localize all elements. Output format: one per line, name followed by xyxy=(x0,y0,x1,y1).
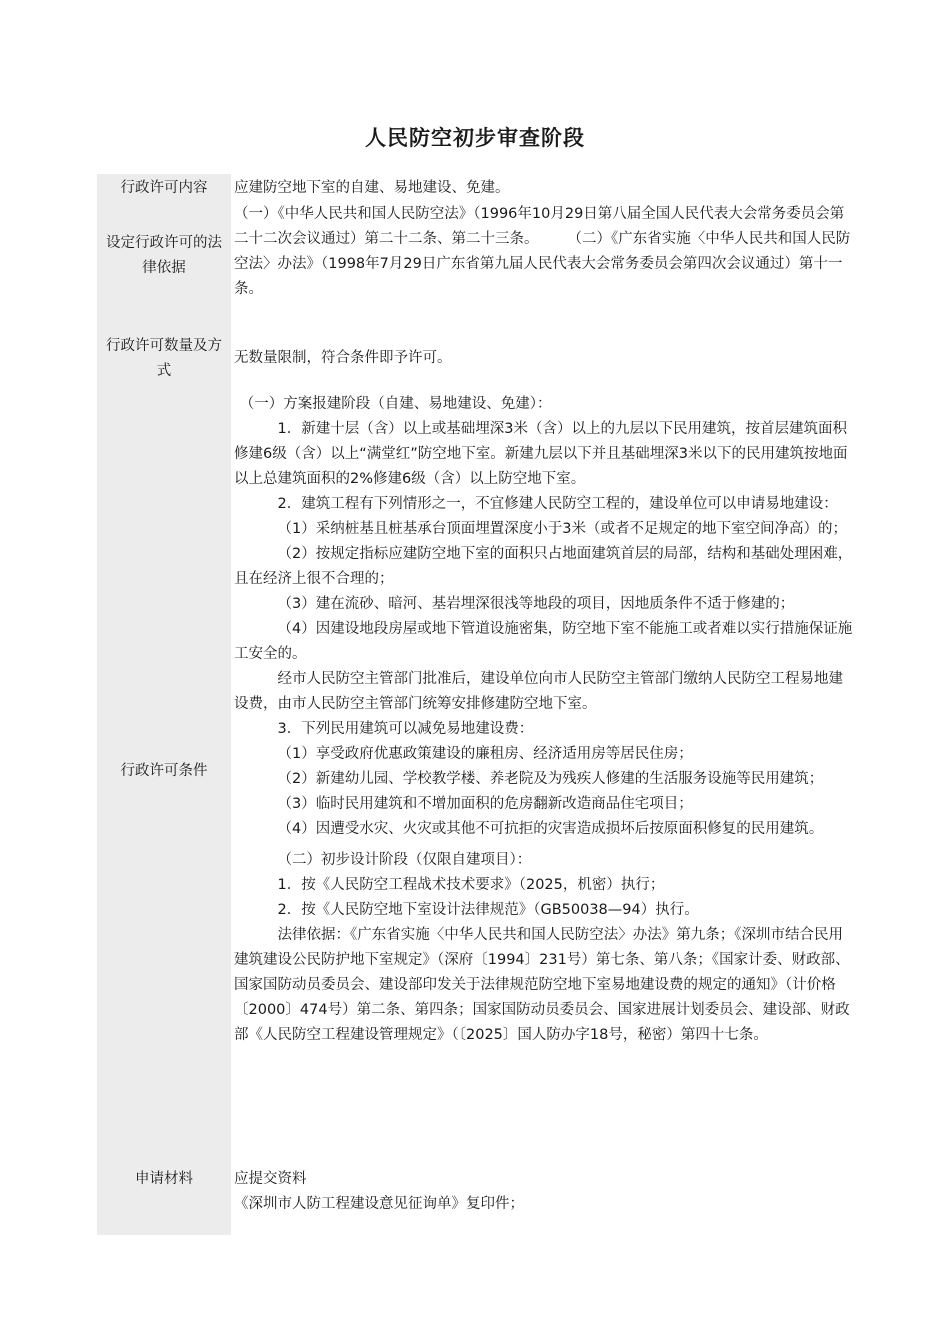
materials-item: 《深圳市人防工程建设意见征询单》复印件； xyxy=(234,1196,524,1212)
label-legal-basis: 设定行政许可的法律依据 xyxy=(97,202,231,334)
legal-basis-text: （一）《中华人民共和国人民防空法》（1996年10月29日第八届全国人民代表大会常务委员会第二十二次会议通过）第二十二条、第二十三条。 （二）《广东省实施〈中华人民共和国人民防空法〉办法》（1998年7月29日广东省第九届人民代表大会常务委员会第四次会议通过）第十一条。 xyxy=(234,206,851,297)
content-text: 应建防空地下室的自建、易地建设、免建。 xyxy=(234,180,510,196)
conditions-para: 法律依据：《广东省实施〈中华人民共和国人民防空法〉办法》第九条；《深圳市结合民用建筑建设公民防护地下室规定》（深府〔1994〕231号）第七条、第八条；《国家计委、财政部、国家国防动员委员会、建设部印发关于法律规范防空地下室易地建设费的规定的通知》（计价格〔2000〕474号）第二条、第四条；国家国防动员委员会、国家进展计划委员会、建设部、财政部《人民防空工程建设管理规定》（〔2025〕国人防办字18号，秘密）第四十七条。 xyxy=(234,927,850,1043)
row-legal-basis xyxy=(97,202,857,334)
conditions-para: （1）采纳桩基且桩基承台顶面埋置深度小于3米（或者不足规定的地下室空间净高）的； xyxy=(277,521,847,537)
conditions-para: （4）因遭受水灾、火灾或其他不可抗拒的灾害造成损坏后按原面积修复的民用建筑。 xyxy=(277,821,824,837)
label-quantity: 行政许可数量及方式 xyxy=(97,334,231,384)
conditions-para: 3．下列民用建筑可以减免易地建设费： xyxy=(277,721,534,737)
value-content xyxy=(231,174,857,202)
value-legal-basis xyxy=(231,202,857,334)
conditions-para: （3）建在流砂、暗河、基岩埋深很浅等地段的项目，因地质条件不适于修建的； xyxy=(277,596,795,612)
conditions-para: （1）享受政府优惠政策建设的廉租房、经济适用房等居民住房； xyxy=(277,746,693,762)
conditions-para: （3）临时民用建筑和不增加面积的危房翻新改造商品住宅项目； xyxy=(277,796,693,812)
row-materials xyxy=(97,1159,857,1235)
conditions-para: 1．新建十层（含）以上或基础埋深3米（含）以上的九层以下民用建筑，按首层建筑面积修建6级（含）以上“满堂红”防空地下室。新建九层以下并且基础埋深3米以下的民用建筑按地面以上总建筑面积的2%修建6级（含）以上防空地下室。 xyxy=(234,421,848,487)
conditions-para: 2．建筑工程有下列情形之一，不宜修建人民防空工程的，建设单位可以申请易地建设： xyxy=(277,496,838,512)
page-title: 人民防空初步审查阶段 xyxy=(365,126,585,150)
label-conditions: 行政许可条件 xyxy=(97,384,231,1159)
value-materials xyxy=(231,1159,857,1235)
conditions-para: 1．按《人民防空工程战术技术要求》（2025，机密）执行； xyxy=(277,877,665,893)
value-quantity xyxy=(231,334,857,384)
row-quantity xyxy=(97,334,857,384)
conditions-para: （2）新建幼儿园、学校教学楼、养老院及为残疾人修建的生活服务设施等民用建筑； xyxy=(277,771,824,787)
conditions-para: （2）按规定指标应建防空地下室的面积只占地面建筑首层的局部，结构和基础处理困难，且在经济上很不合理的； xyxy=(234,546,853,587)
label-content: 行政许可内容 xyxy=(97,174,231,202)
conditions-para: 2．按《人民防空地下室设计法律规范》（GB50038—94）执行。 xyxy=(277,902,699,918)
materials-item: 应提交资料 xyxy=(234,1171,307,1187)
permit-table xyxy=(97,174,857,1235)
row-conditions xyxy=(97,384,857,1159)
conditions-para: （一）方案报建阶段（自建、易地建设、免建）： xyxy=(239,396,552,412)
row-content xyxy=(97,174,857,202)
conditions-para: （二）初步设计阶段（仅限自建项目）： xyxy=(277,852,532,868)
quantity-text: 无数量限制，符合条件即予许可。 xyxy=(234,350,452,366)
conditions-para: （4）因建设地段房屋或地下管道设施密集，防空地下室不能施工或者难以实行措施保证施工安全的。 xyxy=(234,621,853,662)
value-conditions xyxy=(231,384,857,1159)
label-materials: 申请材料 xyxy=(97,1159,231,1235)
conditions-para: 经市人民防空主管部门批准后，建设单位向市人民防空主管部门缴纳人民防空工程易地建设费，由市人民防空主管部门统筹安排修建防空地下室。 xyxy=(234,671,843,712)
